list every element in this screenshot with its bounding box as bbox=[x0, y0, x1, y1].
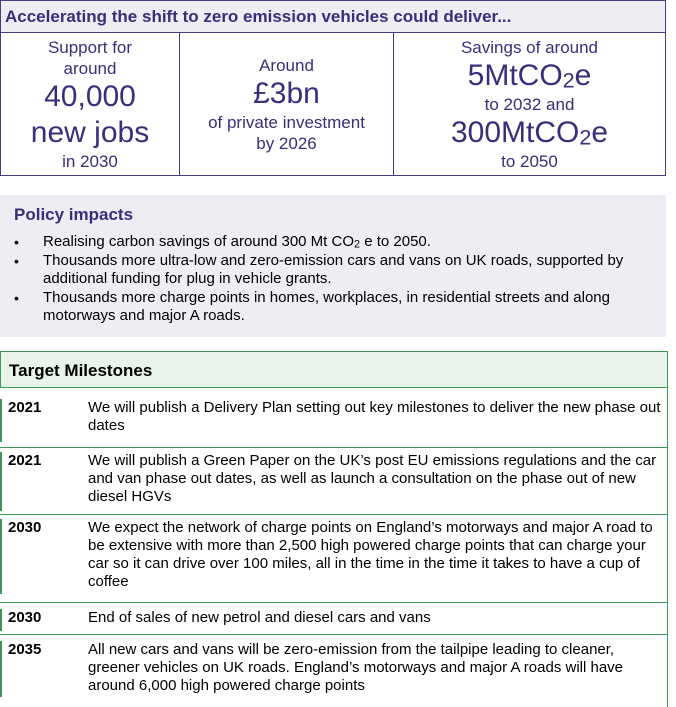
bullet-icon: • bbox=[14, 234, 19, 250]
row-divider bbox=[0, 514, 668, 515]
savings-intro: Savings of around bbox=[460, 38, 599, 57]
target-milestones-table bbox=[0, 351, 668, 707]
milestone-text: We will publish a Delivery Plan setting out key milestones to deliver the new phase out dates bbox=[88, 399, 661, 434]
policy-item-carbon: • Realising carbon savings of around 300 Mt $CO_2$ e to 2050. bbox=[14, 233, 431, 251]
jobs-unit: new jobs bbox=[30, 116, 150, 149]
jobs-year: in 2030 bbox=[62, 152, 118, 171]
milestone-year: 2030 bbox=[8, 519, 42, 536]
savings-2050-label: to 2050 bbox=[501, 152, 558, 171]
milestone-year: 2035 bbox=[8, 641, 42, 658]
investment-figure: £3bn bbox=[253, 77, 320, 110]
impact-summary-title: Accelerating the shift to zero emission vehicles could deliver... bbox=[1, 1, 665, 33]
jobs-column bbox=[1, 33, 179, 176]
policy-item-charge-points: • Thousands more charge points in homes, workplaces, in residential streets and along motorways and major A roads. bbox=[14, 289, 610, 324]
impact-summary-box bbox=[0, 0, 666, 176]
investment-year: by 2026 bbox=[256, 134, 317, 153]
jobs-figure: 40,000 bbox=[44, 80, 136, 113]
policy-impacts-list bbox=[0, 233, 666, 325]
row-divider bbox=[0, 447, 668, 448]
jobs-intro-1: Support for bbox=[47, 38, 133, 57]
milestone-year: 2021 bbox=[8, 452, 42, 469]
milestone-year: 2030 bbox=[8, 609, 42, 626]
milestone-text: End of sales of new petrol and diesel cars and vans bbox=[88, 609, 431, 626]
jobs-intro-2: around bbox=[63, 59, 117, 78]
investment-intro: Around bbox=[259, 56, 314, 75]
milestone-row bbox=[0, 452, 668, 511]
row-accent-bar bbox=[0, 609, 2, 631]
row-accent-bar bbox=[0, 399, 2, 442]
bullet-icon: • bbox=[14, 253, 19, 269]
bullet-icon: • bbox=[14, 290, 19, 306]
row-accent-bar bbox=[0, 519, 2, 594]
savings-2032-figure: 5MtCO$_2$e bbox=[467, 59, 592, 93]
row-divider bbox=[0, 634, 668, 635]
milestone-text: We expect the network of charge points on England’s motorways and major A road to be extensive with more than 2,500 high powered charge points that can charge your car so it can drive over 100 miles, all in the time in the time it takes to have a cup of coffee bbox=[88, 519, 653, 590]
milestone-row bbox=[0, 519, 668, 594]
policy-impacts-title: Policy impacts bbox=[14, 205, 134, 224]
milestone-year: 2021 bbox=[8, 399, 42, 416]
policy-item-vehicles: • Thousands more ultra-low and zero-emission cars and vans on UK roads, supported by additional funding for plug in vehicle grants. bbox=[14, 252, 624, 287]
milestones-title: Target Milestones bbox=[0, 351, 668, 388]
savings-column bbox=[393, 33, 665, 176]
investment-desc: of private investment bbox=[208, 113, 365, 132]
milestone-text: We will publish a Green Paper on the UK’s post EU emissions regulations and the car and van phase out dates, as well as launch a consultation on the phase out of new diesel HGVs bbox=[88, 452, 657, 505]
savings-2050-figure: 300MtCO$_2$e bbox=[450, 116, 609, 150]
savings-2032-label: to 2032 and bbox=[484, 95, 575, 114]
milestone-text: All new cars and vans will be zero-emission from the tailpipe leading to cleaner, greener vehicles on UK roads. England’s motorways and major A roads will have around 6,000 high powered charge points bbox=[88, 641, 624, 694]
policy-impacts-panel bbox=[0, 195, 666, 337]
row-divider bbox=[0, 602, 668, 603]
impact-columns bbox=[1, 33, 665, 176]
row-accent-bar bbox=[0, 452, 2, 511]
milestone-row bbox=[0, 399, 668, 442]
milestone-row bbox=[0, 609, 668, 631]
investment-column bbox=[179, 33, 393, 176]
row-accent-bar bbox=[0, 641, 2, 697]
milestone-row bbox=[0, 641, 668, 697]
